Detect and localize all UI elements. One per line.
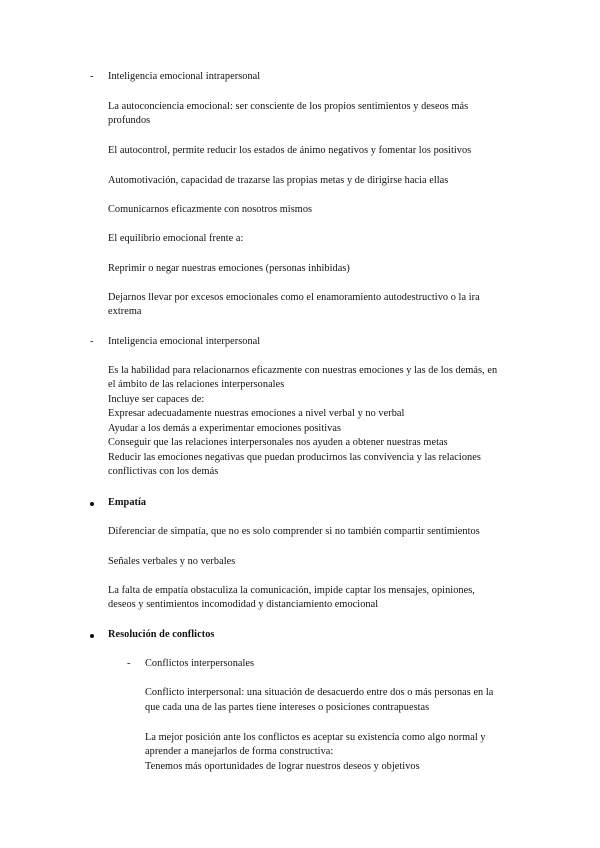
paragraph-line: deseos y sentimientos incomodidad y distanciamiento emocional xyxy=(108,599,379,610)
paragraph-line: Expresar adecuadamente nuestras emociones a nivel verbal y no verbal xyxy=(108,408,405,419)
heading-conflictos: Resolución de conflictos xyxy=(108,629,215,640)
paragraph-line: aprender a manejarlos de forma constructiva: xyxy=(145,746,334,757)
dash-marker: - xyxy=(90,336,94,347)
paragraph-line: que cada una de las partes tiene intereses o posiciones contrapuestas xyxy=(145,702,430,713)
paragraph-line: profundos xyxy=(108,115,151,126)
paragraph-line: el ámbito de las relaciones interpersonales xyxy=(108,379,285,390)
dash-marker: - xyxy=(90,71,94,82)
paragraph-line: Comunicarnos eficazmente con nosotros mismos xyxy=(108,204,313,215)
paragraph-line: Conflicto interpersonal: una situación de desacuerdo entre dos o más personas en la xyxy=(145,687,494,698)
heading-interpersonal: Inteligencia emocional interpersonal xyxy=(108,336,261,347)
paragraph-line: Es la habilidad para relacionarnos eficazmente con nuestras emociones y las de los demás, en xyxy=(108,365,498,376)
paragraph-line: extrema xyxy=(108,306,142,317)
bullet-icon xyxy=(90,634,94,638)
paragraph-line: Ayudar a los demás a experimentar emociones positivas xyxy=(108,423,342,434)
paragraph-line: Incluye ser capaces de: xyxy=(108,394,205,405)
paragraph-line: Automotivación, capacidad de trazarse las propias metas y de dirigirse hacia ellas xyxy=(108,175,449,186)
paragraph-line: El autocontrol, permite reducir los estados de ánimo negativos y fomentar los positivos xyxy=(108,145,472,156)
paragraph-line: Dejarnos llevar por excesos emocionales como el enamoramiento autodestructivo o la ira xyxy=(108,292,480,303)
heading-intrapersonal: Inteligencia emocional intrapersonal xyxy=(108,71,261,82)
subheading-conflictos-interpersonales: Conflictos interpersonales xyxy=(145,658,255,669)
paragraph-line: Tenemos más oportunidades de lograr nuestros deseos y objetivos xyxy=(145,761,420,772)
paragraph-line: Reprimir o negar nuestras emociones (personas inhibidas) xyxy=(108,263,350,274)
heading-empatia: Empatía xyxy=(108,497,147,508)
paragraph-line: La mejor posición ante los conflictos es aceptar su existencia como algo normal y xyxy=(145,732,486,743)
paragraph-line: La autoconciencia emocional: ser consciente de los propios sentimientos y deseos más xyxy=(108,101,469,112)
paragraph-line: Diferenciar de simpatía, que no es solo comprender si no también compartir sentimientos xyxy=(108,526,480,537)
paragraph-line: Conseguir que las relaciones interpersonales nos ayuden a obtener nuestras metas xyxy=(108,437,448,448)
dash-marker: - xyxy=(127,658,131,669)
paragraph-line: conflictivas con los demás xyxy=(108,466,219,477)
paragraph-line: Señales verbales y no verbales xyxy=(108,556,236,567)
paragraph-line: Reducir las emociones negativas que puedan producirnos las convivencia y las relaciones xyxy=(108,452,481,463)
bullet-icon xyxy=(90,502,94,506)
paragraph-line: El equilibrio emocional frente a: xyxy=(108,233,244,244)
paragraph-line: La falta de empatía obstaculiza la comunicación, impide captar los mensajes, opiniones, xyxy=(108,585,475,596)
